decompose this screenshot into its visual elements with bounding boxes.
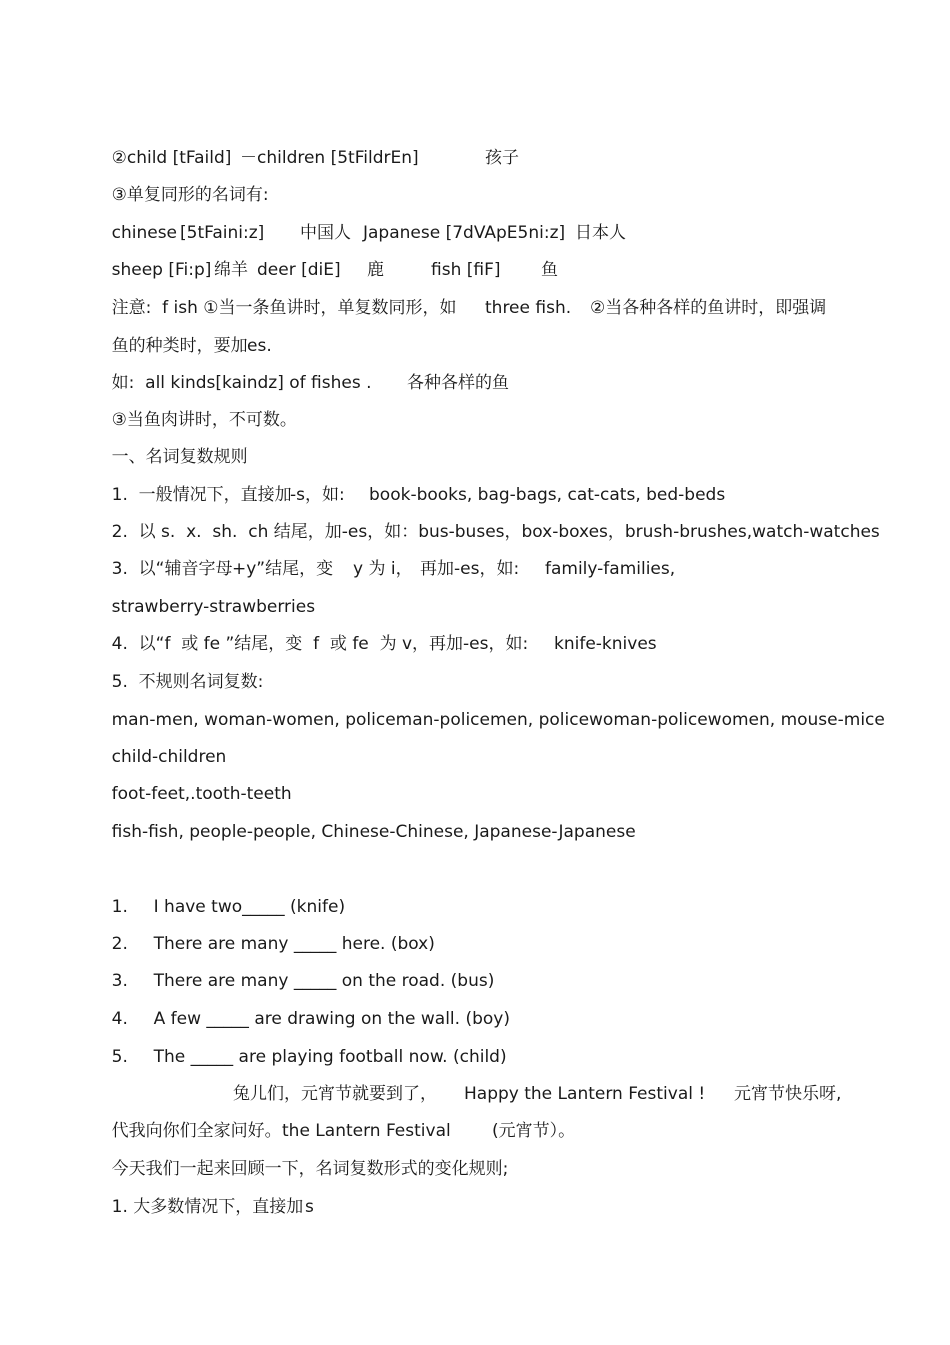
- text-segment: 绵羊: [214, 260, 248, 280]
- exercise-text: A few _____ are drawing on the wall. (boy): [153, 1009, 510, 1029]
- text-segment: 鱼: [541, 260, 558, 280]
- text-segment: y 为 i，: [353, 559, 413, 579]
- exercise-number: 3.: [111, 971, 128, 991]
- text-segment: 1. 大多数情况下，直接加: [111, 1197, 304, 1217]
- text-segment: 孩子: [485, 148, 519, 168]
- exercise-text: There are many _____ on the road. (bus): [153, 971, 495, 991]
- text-segment: ②child [tFaild]: [111, 148, 232, 168]
- note-line-same-form: [90, 162, 269, 205]
- exercise-number: 5.: [111, 1047, 128, 1067]
- text-segment: 元宵节快乐呀,: [734, 1084, 842, 1104]
- text-segment: ②当各种各样的鱼讲时，即强调: [590, 298, 827, 318]
- text-segment: book-books, bag-bags, cat-cats, bed-beds: [369, 485, 726, 505]
- text-segment: s: [305, 1197, 314, 1217]
- text-segment: -s，如:: [290, 485, 345, 505]
- rule-line-5: [90, 649, 264, 692]
- text-segment: fish [fiF]: [431, 260, 501, 280]
- note-line-child: [90, 125, 519, 168]
- text-segment: chinese: [111, 223, 178, 243]
- note-line-fish-kinds: [90, 313, 272, 356]
- text-segment: knife-knives: [554, 634, 657, 654]
- rule-line-3: [90, 536, 676, 579]
- text-segment: 各种各样的鱼: [407, 373, 509, 393]
- text-segment: Happy the Lantern Festival !: [464, 1084, 706, 1104]
- text-segment: 鹿: [367, 260, 384, 280]
- closing-line-1: [90, 1061, 842, 1104]
- text-segment: 4. 以“f 或 fe ”结尾，变 f 或 fe 为 v，再加-es，如:: [111, 634, 529, 654]
- text-segment: 5. 不规则名词复数:: [111, 672, 264, 692]
- irregular-line-1: [90, 687, 885, 730]
- text-segment: 今天我们一起来回顾一下，名词复数形式的变化规则;: [111, 1159, 509, 1179]
- text-segment: [5tFaini:z]: [180, 223, 265, 243]
- text-segment: Japanese [7dVApE5ni:z]: [363, 223, 566, 243]
- text-segment: es.: [247, 336, 272, 356]
- text-segment: －children [5tFildrEn]: [240, 148, 419, 168]
- text-segment: 3. 以“辅音字母: [111, 559, 233, 579]
- note-line-fish-meat: [90, 387, 297, 430]
- exercise-item: [90, 948, 495, 991]
- irregular-line-2: [90, 724, 227, 767]
- text-segment: family-families,: [545, 559, 676, 579]
- note-line-chinese: [90, 200, 626, 243]
- rule-line-1: [90, 462, 726, 505]
- note-line-fish-attention: [90, 275, 827, 318]
- note-line-example: [90, 350, 509, 393]
- text-segment: ③单复同形的名词有:: [111, 185, 269, 205]
- text-segment: 兔儿们，元宵节就要到了，: [233, 1084, 437, 1104]
- text-segment: the Lantern Festival: [282, 1121, 451, 1141]
- text-segment: 日本人: [575, 223, 626, 243]
- text-segment: ③当鱼肉讲时，不可数。: [111, 410, 297, 430]
- text-segment: foot-feet,.tooth-teeth: [111, 784, 292, 804]
- text-segment: three fish.: [485, 298, 572, 318]
- exercise-text: There are many _____ here. (box): [153, 934, 435, 954]
- exercise-item: [90, 911, 435, 954]
- text-segment: 2. 以 s. x. sh. ch 结尾，加-es，如：bus-buses，box-boxes，brush-brushes,watch-watches: [111, 522, 880, 542]
- text-segment: 一、名词复数规则: [111, 447, 248, 467]
- text-segment: 中国人: [300, 223, 351, 243]
- text-segment: deer [diE]: [257, 260, 341, 280]
- text-segment: (元宵节）。: [492, 1121, 576, 1141]
- text-segment: strawberry-strawberries: [111, 597, 316, 617]
- rule-line-3-cont: [90, 574, 316, 617]
- rule-line-4: [90, 611, 657, 654]
- irregular-line-3: [90, 761, 292, 804]
- exercise-item: [90, 1024, 507, 1067]
- exercise-item: [90, 986, 510, 1029]
- rule-line-2: [90, 499, 880, 542]
- closing-line-3: [90, 1136, 509, 1179]
- exercise-text: The _____ are playing football now. (child): [153, 1047, 507, 1067]
- exercise-text: I have two_____ (knife): [153, 897, 346, 917]
- text-segment: 1. 一般情况下，直接加: [111, 485, 292, 505]
- text-segment: child-children: [111, 747, 227, 767]
- exercise-item: [90, 874, 346, 917]
- text-segment: 代我向你们全家问好。: [111, 1121, 282, 1141]
- closing-line-4: [90, 1174, 314, 1217]
- text-segment: +y”结尾，变: [232, 559, 334, 579]
- text-segment: 鱼的种类时，要加: [111, 336, 248, 356]
- text-segment: 注意: f ish ①当一条鱼讲时，单复数同形，如: [111, 298, 457, 318]
- text-segment: fish-fish, people-people, Chinese-Chinese, Japanese-Japanese: [111, 822, 636, 842]
- exercise-number: 2.: [111, 934, 128, 954]
- text-segment: 如: all kinds[kaindz] of fishes .: [111, 373, 372, 393]
- text-segment: man-men, woman-women, policeman-policemen, policewoman-policewomen, mouse-mice: [111, 710, 885, 730]
- note-line-sheep: [90, 237, 558, 280]
- exercise-number: 1.: [111, 897, 128, 917]
- exercise-number: 4.: [111, 1009, 128, 1029]
- section-heading: [90, 424, 248, 467]
- text-segment: sheep [Fi:p]: [111, 260, 212, 280]
- closing-line-2: [90, 1098, 576, 1141]
- irregular-line-4: [90, 799, 636, 842]
- text-segment: 再加-es，如:: [420, 559, 520, 579]
